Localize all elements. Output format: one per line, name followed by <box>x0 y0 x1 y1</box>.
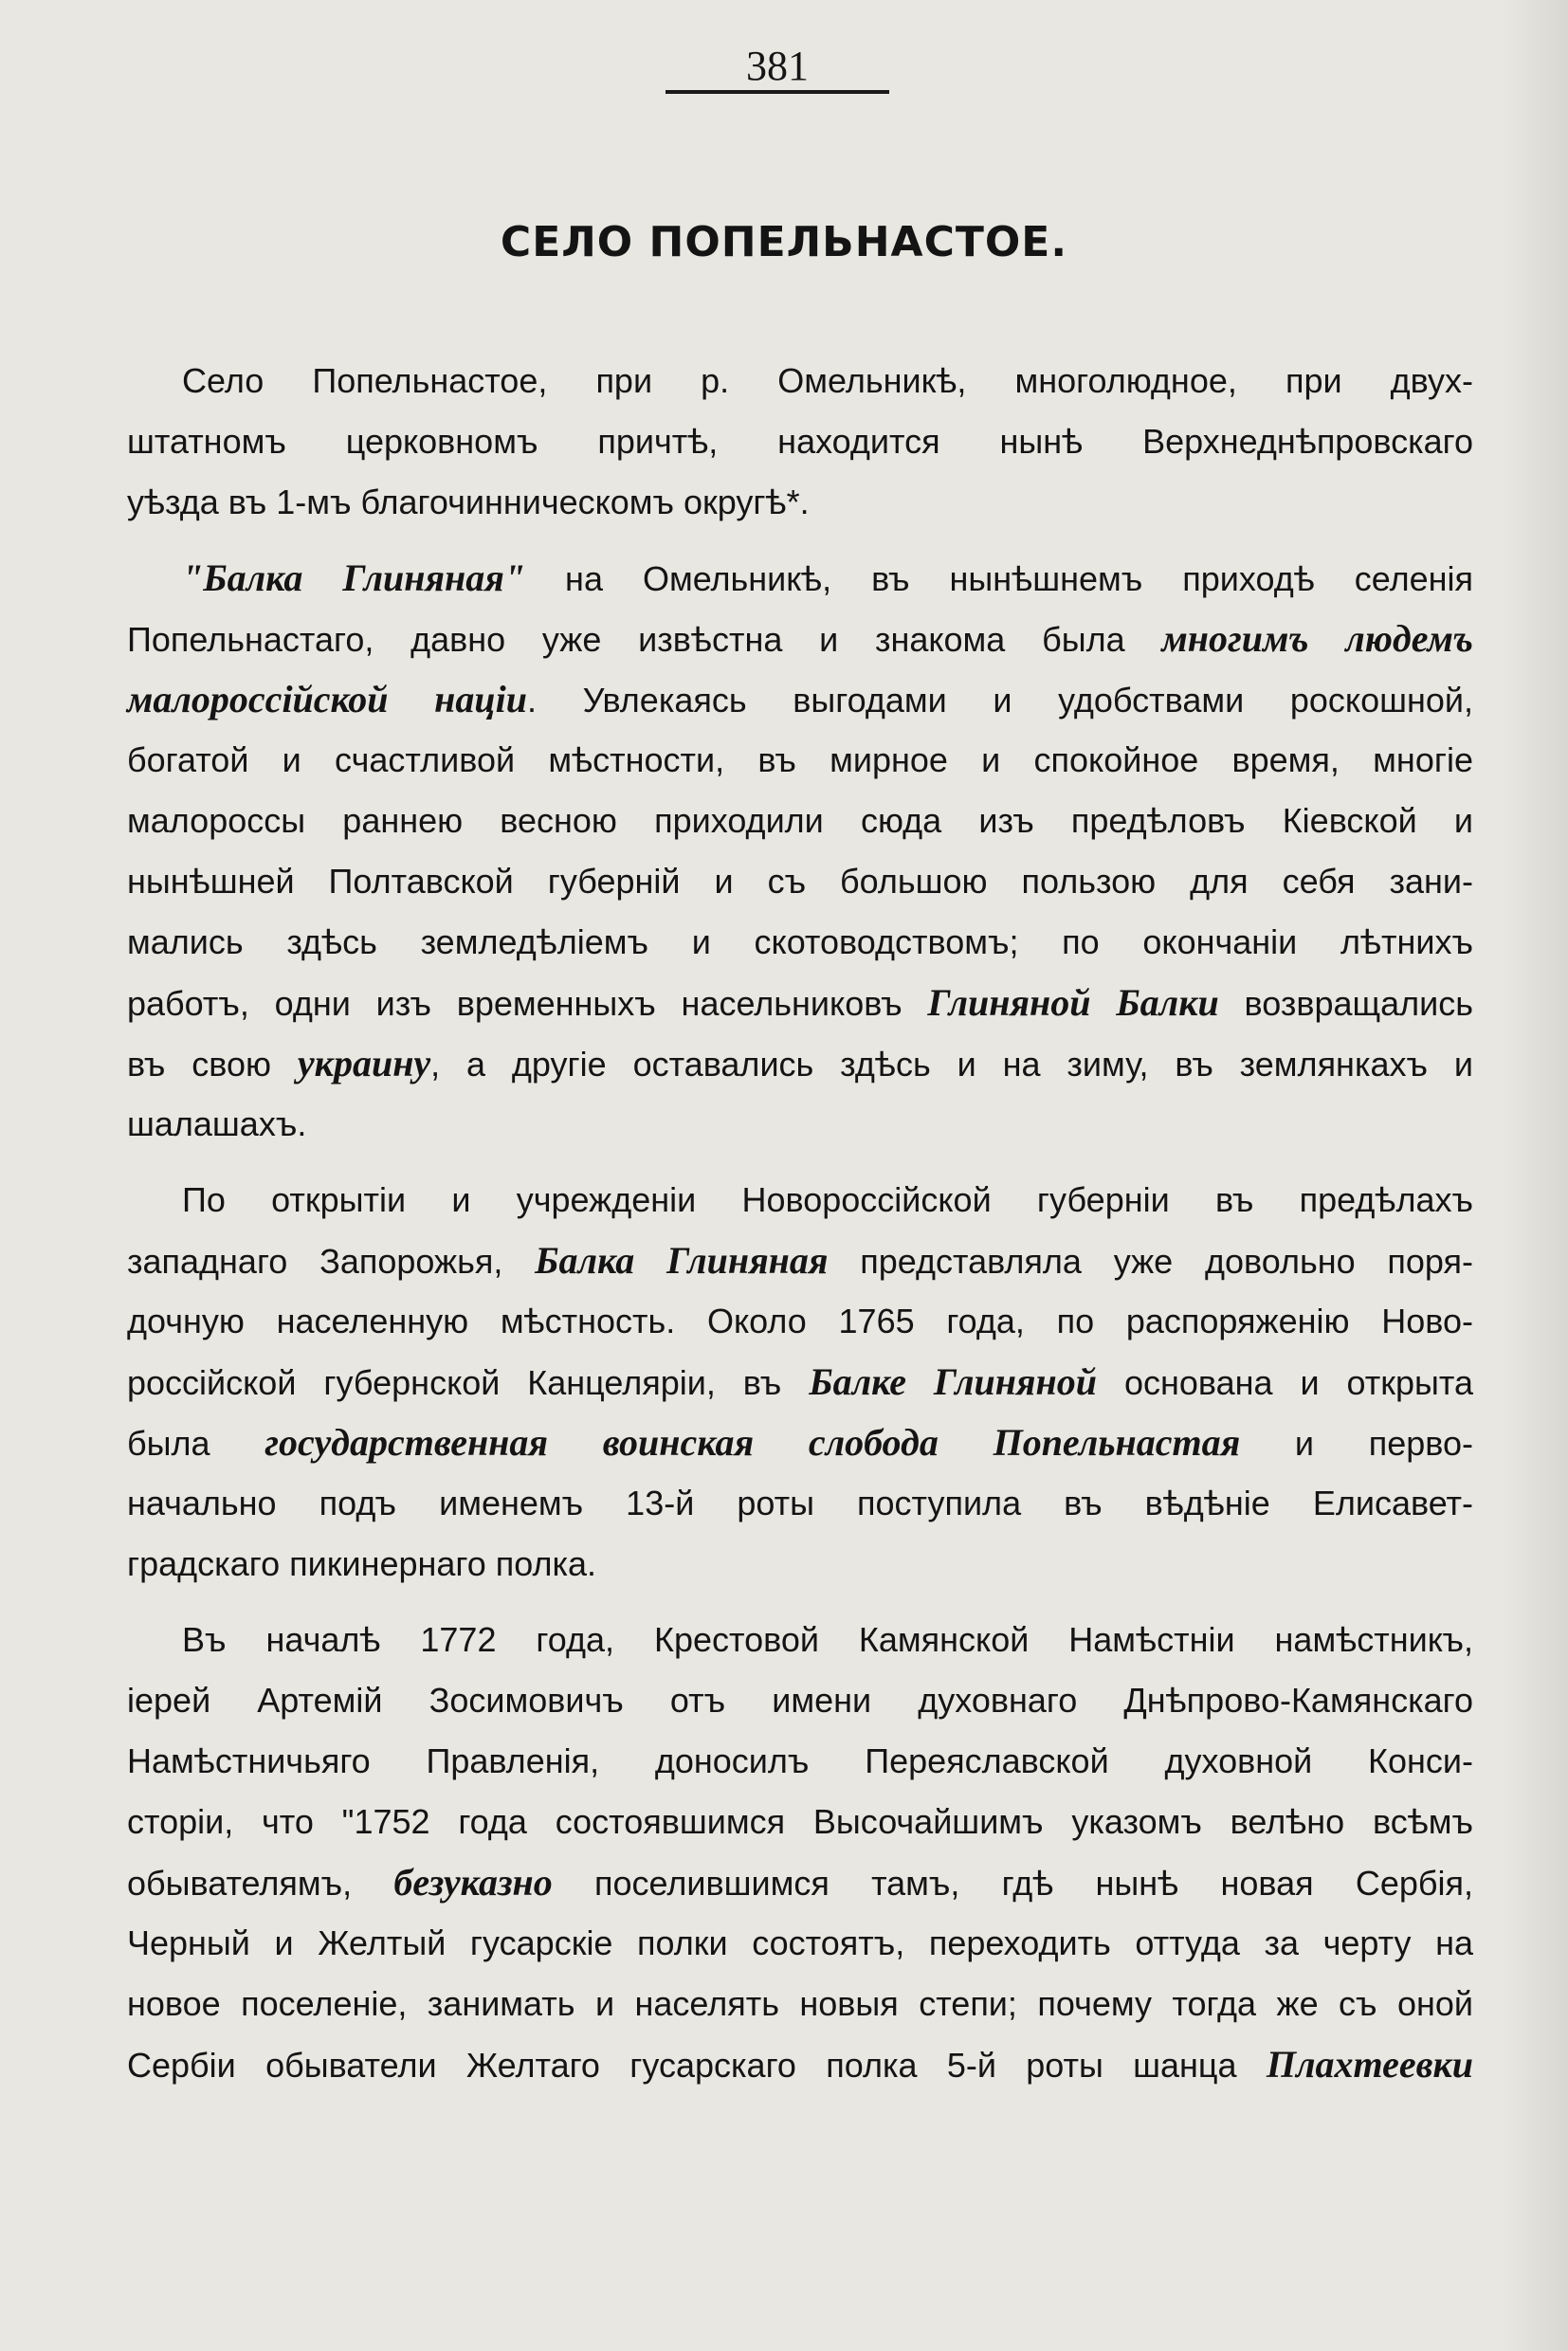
text-segment: мались здѣсь земледѣліемъ и скотоводствомъ; по окончаніи лѣтнихъ <box>127 922 1473 961</box>
text-segment: Попельнастаго, давно уже извѣстна и знакома была <box>127 620 1162 659</box>
emphasis-text: Балке Глиняной <box>809 1360 1097 1403</box>
emphasis-text: "Балка Глиняная" <box>182 556 526 599</box>
emphasis-text: украину <box>297 1042 431 1084</box>
emphasis-text: Глиняной Балки <box>927 981 1219 1024</box>
text-line <box>127 472 1473 533</box>
emphasis-text: малороссійской націи <box>127 678 527 720</box>
text-line <box>127 1792 1473 1852</box>
text-segment: уѣзда въ 1-мъ благочинническомъ округѣ*. <box>127 483 810 521</box>
text-segment: поселившимся тамъ, гдѣ нынѣ новая Сербія, <box>552 1864 1473 1903</box>
text-line <box>127 609 1473 669</box>
text-line <box>127 669 1473 730</box>
text-line <box>127 2034 1473 2095</box>
emphasis-text: Балка Глиняная <box>535 1239 829 1282</box>
text-segment: . Увлекаясь выгодами и удобствами роскошной, <box>527 681 1473 720</box>
text-line <box>127 973 1473 1033</box>
text-line <box>127 1670 1473 1731</box>
text-line <box>127 1731 1473 1792</box>
text-segment: возвращались <box>1218 984 1474 1023</box>
text-segment: въ свою <box>127 1045 298 1084</box>
text-line <box>127 1473 1473 1534</box>
text-segment: россійской губернской Канцеляріи, въ <box>127 1363 810 1402</box>
text-segment: нынѣшней Полтавской губерній и съ большою пользою для себя зани- <box>127 862 1473 901</box>
text-line <box>127 1913 1473 1974</box>
text-segment: шалашахъ. <box>127 1104 307 1143</box>
emphasis-text: безуказно <box>393 1861 553 1904</box>
text-segment: штатномъ церковномъ причтѣ, находится нынѣ Верхнеднѣпровскаго <box>127 422 1473 461</box>
text-line <box>182 1610 1473 1670</box>
text-line <box>127 1094 1473 1155</box>
text-segment: западнаго Запорожья, <box>127 1242 536 1281</box>
page-number-rule <box>665 90 889 94</box>
text-segment: работъ, одни изъ временныхъ насельниковъ <box>127 984 928 1023</box>
text-segment: начально подъ именемъ 13-й роты поступила въ вѣдѣніе Елисавет- <box>127 1484 1473 1522</box>
text-segment: основана и открыта <box>1096 1363 1473 1402</box>
text-line <box>127 791 1473 851</box>
page-edge-shadow <box>1502 0 1568 2351</box>
text-line <box>127 912 1473 973</box>
text-segment: обывателямъ, <box>127 1864 394 1903</box>
text-line <box>182 1170 1473 1230</box>
text-line <box>127 1534 1473 1595</box>
text-line <box>127 1291 1473 1352</box>
text-line <box>182 548 1473 609</box>
text-segment: представляла уже довольно поря- <box>828 1242 1473 1281</box>
text-segment: Сербіи обыватели Желтаго гусарскаго полка 5-й роты шанца <box>127 2046 1267 2085</box>
text-segment: Черный и Желтый гусарскіе полки состоятъ, переходить оттуда за черту на <box>127 1923 1473 1962</box>
text-line <box>127 730 1473 791</box>
text-line <box>127 1412 1473 1473</box>
text-segment: Намѣстничьяго Правленія, доносилъ Переяславской духовной Конси- <box>127 1741 1473 1780</box>
text-line <box>127 851 1473 912</box>
text-segment: градскаго пикинернаго полка. <box>127 1544 597 1583</box>
text-segment: и перво- <box>1240 1424 1473 1463</box>
text-segment: на Омельникѣ, въ нынѣшнемъ приходѣ селенія <box>525 559 1473 598</box>
text-segment: новое поселеніе, занимать и населять новыя степи; почему тогда же съ оной <box>127 1984 1473 2023</box>
text-line <box>127 1352 1473 1412</box>
text-segment: малороссы раннею весною приходили сюда изъ предѣловъ Кіевской и <box>127 801 1473 840</box>
text-segment: , а другіе оставались здѣсь и на зиму, въ землянкахъ и <box>430 1045 1473 1084</box>
text-segment: По открытіи и учрежденіи Новороссійской губерніи въ предѣлахъ <box>182 1180 1473 1219</box>
text-segment: іерей Артемій Зосимовичъ отъ имени духовнаго Днѣпрово-Камянскаго <box>127 1681 1473 1720</box>
text-segment: Въ началѣ 1772 года, Крестовой Камянской Намѣстніи намѣстникъ, <box>182 1620 1473 1659</box>
text-line <box>127 1230 1473 1291</box>
text-segment: богатой и счастливой мѣстности, въ мирное и спокойное время, многіе <box>127 740 1473 779</box>
text-line <box>127 1974 1473 2034</box>
emphasis-text: многимъ людемъ <box>1161 617 1473 660</box>
chapter-title: СЕЛО ПОПЕЛЬНАСТОЕ. <box>500 218 1068 266</box>
text-line <box>127 411 1473 472</box>
text-segment: Село Попельнастое, при р. Омельникѣ, многолюдное, при двух- <box>182 361 1473 400</box>
text-segment: дочную населенную мѣстность. Около 1765 года, по распоряженію Ново- <box>127 1302 1473 1340</box>
page-number: 381 <box>746 43 809 89</box>
text-line <box>127 1033 1473 1094</box>
emphasis-text: Плахтеевки <box>1266 2043 1473 2086</box>
text-segment: сторіи, что "1752 года состоявшимся Высочайшимъ указомъ велѣно всѣмъ <box>127 1802 1473 1841</box>
text-line <box>127 1852 1473 1913</box>
text-line <box>182 351 1473 411</box>
emphasis-text: государственная воинская слобода Попельнастая <box>264 1421 1241 1464</box>
text-segment: была <box>127 1424 265 1463</box>
